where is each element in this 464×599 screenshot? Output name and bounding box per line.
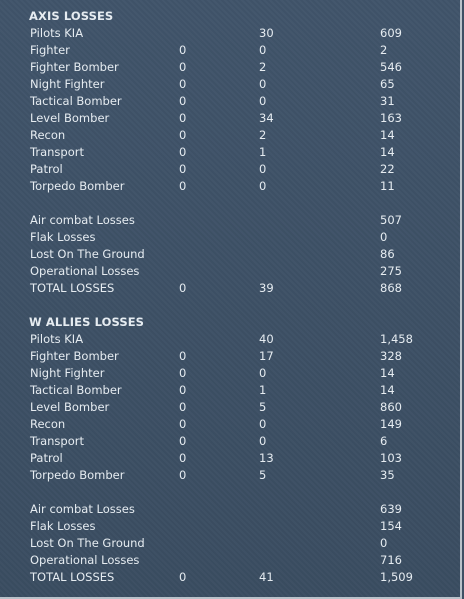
row-value-b: 5 [259, 468, 267, 482]
row-value-c: 6 [380, 434, 388, 448]
row-value-c: 716 [380, 553, 402, 567]
table-row [0, 161, 460, 178]
row-value-c: 11 [380, 179, 395, 193]
row-value-b: 1 [259, 383, 267, 397]
summary-row [0, 246, 460, 263]
row-value-b: 40 [259, 332, 274, 346]
row-value-c: 31 [380, 94, 395, 108]
row-value-a: 0 [179, 349, 187, 363]
table-row [0, 59, 460, 76]
total-losses-row [0, 569, 460, 586]
table-row [0, 450, 460, 467]
table-row [0, 93, 460, 110]
row-value-b: 13 [259, 451, 274, 465]
row-value-a: 0 [179, 434, 187, 448]
row-value-a: 0 [179, 383, 187, 397]
table-row [0, 467, 460, 484]
row-label: Patrol [30, 451, 63, 465]
row-value-b: 41 [259, 570, 274, 584]
row-label: Air combat Losses [30, 213, 135, 227]
row-value-a: 0 [179, 111, 187, 125]
row-value-c: 35 [380, 468, 395, 482]
row-label: Tactical Bomber [30, 383, 122, 397]
summary-row [0, 518, 460, 535]
row-label: TOTAL LOSSES [30, 570, 115, 584]
row-value-b: 0 [259, 77, 267, 91]
row-value-b: 0 [259, 43, 267, 57]
row-value-c: 163 [380, 111, 402, 125]
summary-row [0, 263, 460, 280]
row-value-a: 0 [179, 162, 187, 176]
row-label: Flak Losses [30, 519, 96, 533]
row-label: Transport [30, 145, 84, 159]
table-row [0, 331, 460, 348]
row-value-c: 1,509 [380, 570, 413, 584]
row-value-c: 14 [380, 383, 395, 397]
row-label: Patrol [30, 162, 63, 176]
summary-row [0, 212, 460, 229]
row-value-c: 546 [380, 60, 402, 74]
row-label: Night Fighter [30, 77, 105, 91]
table-row [0, 127, 460, 144]
row-value-c: 14 [380, 128, 395, 142]
row-value-a: 0 [179, 417, 187, 431]
row-value-c: 868 [380, 281, 402, 295]
row-value-c: 2 [380, 43, 388, 57]
row-value-c: 149 [380, 417, 402, 431]
row-value-a: 0 [179, 400, 187, 414]
row-label: Lost On The Ground [30, 247, 145, 261]
table-row [0, 76, 460, 93]
table-row [0, 144, 460, 161]
row-value-c: 0 [380, 230, 388, 244]
row-value-c: 275 [380, 264, 402, 278]
row-label: Lost On The Ground [30, 536, 145, 550]
row-value-a: 0 [179, 43, 187, 57]
row-label: Torpedo Bomber [30, 468, 125, 482]
row-value-b: 0 [259, 434, 267, 448]
summary-row [0, 501, 460, 518]
table-row [0, 348, 460, 365]
row-value-a: 0 [179, 179, 187, 193]
row-value-b: 0 [259, 94, 267, 108]
row-value-a: 0 [179, 468, 187, 482]
row-value-c: 65 [380, 77, 395, 91]
row-value-c: 1,458 [380, 332, 413, 346]
row-label: Flak Losses [30, 230, 96, 244]
row-label: Level Bomber [30, 400, 110, 414]
row-value-b: 30 [259, 26, 274, 40]
row-label: Pilots KIA [30, 332, 84, 346]
row-value-b: 1 [259, 145, 267, 159]
row-value-c: 154 [380, 519, 402, 533]
row-label: Torpedo Bomber [30, 179, 125, 193]
row-value-b: 0 [259, 179, 267, 193]
row-label: Transport [30, 434, 84, 448]
table-row [0, 382, 460, 399]
table-row [0, 178, 460, 195]
row-value-a: 0 [179, 451, 187, 465]
row-value-b: 0 [259, 162, 267, 176]
row-value-b: 2 [259, 128, 267, 142]
row-value-c: 22 [380, 162, 395, 176]
row-label: Tactical Bomber [30, 94, 122, 108]
row-label: Fighter Bomber [30, 349, 119, 363]
row-value-c: 639 [380, 502, 402, 516]
row-value-a: 0 [179, 128, 187, 142]
row-value-a: 0 [179, 281, 187, 295]
row-value-b: 0 [259, 366, 267, 380]
table-row [0, 399, 460, 416]
row-value-b: 17 [259, 349, 274, 363]
row-value-b: 34 [259, 111, 274, 125]
row-value-a: 0 [179, 77, 187, 91]
row-value-b: 2 [259, 60, 267, 74]
axis-losses-title: AXIS LOSSES [29, 9, 114, 23]
row-label: Recon [30, 417, 66, 431]
summary-row [0, 535, 460, 552]
row-label: TOTAL LOSSES [30, 281, 115, 295]
row-value-b: 5 [259, 400, 267, 414]
row-value-a: 0 [179, 60, 187, 74]
allies-losses-title: W ALLIES LOSSES [29, 315, 145, 329]
row-value-a: 0 [179, 94, 187, 108]
row-value-a: 0 [179, 145, 187, 159]
row-label: Fighter [30, 43, 70, 57]
row-label: Air combat Losses [30, 502, 135, 516]
row-value-a: 0 [179, 570, 187, 584]
row-value-a: 0 [179, 366, 187, 380]
row-label: Fighter Bomber [30, 60, 119, 74]
table-row [0, 365, 460, 382]
row-value-c: 14 [380, 145, 395, 159]
summary-row [0, 229, 460, 246]
row-label: Level Bomber [30, 111, 110, 125]
row-value-c: 328 [380, 349, 402, 363]
table-row [0, 433, 460, 450]
row-value-c: 860 [380, 400, 402, 414]
row-value-c: 0 [380, 536, 388, 550]
row-value-c: 86 [380, 247, 395, 261]
table-row [0, 42, 460, 59]
row-value-c: 609 [380, 26, 402, 40]
table-row [0, 416, 460, 433]
row-value-c: 14 [380, 366, 395, 380]
row-value-b: 0 [259, 417, 267, 431]
row-value-b: 39 [259, 281, 274, 295]
row-value-c: 507 [380, 213, 402, 227]
row-label: Operational Losses [30, 553, 140, 567]
row-label: Operational Losses [30, 264, 140, 278]
row-label: Pilots KIA [30, 26, 84, 40]
summary-row [0, 552, 460, 569]
table-row [0, 110, 460, 127]
table-row [0, 25, 460, 42]
total-losses-row [0, 280, 460, 297]
row-label: Recon [30, 128, 66, 142]
row-value-c: 103 [380, 451, 402, 465]
row-label: Night Fighter [30, 366, 105, 380]
